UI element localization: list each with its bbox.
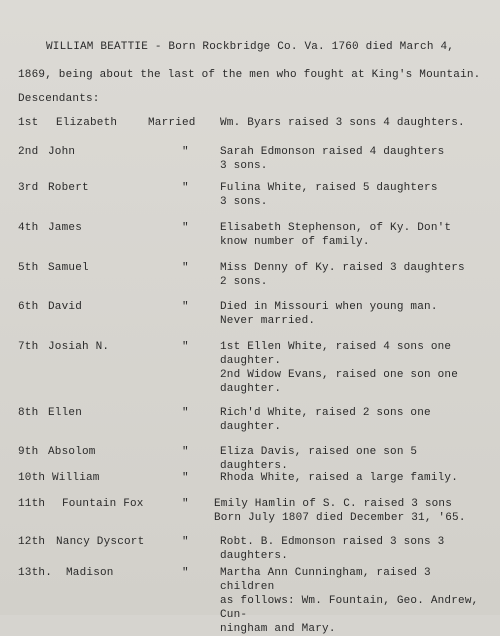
ditto-mark: ": [182, 498, 189, 510]
spouse-info: Robt. B. Edmonson raised 3 sons 3 daughters.: [220, 536, 445, 562]
descendant-ordinal: 1st: [18, 117, 39, 129]
descendant-name: David: [48, 301, 83, 313]
heading-line-1: WILLIAM BEATTIE - Born Rockbridge Co. Va. 1760 died March 4,: [46, 41, 455, 53]
descendant-name: John: [48, 146, 76, 158]
descendant-name: Elizabeth: [56, 117, 118, 129]
descendant-ordinal: 10th: [18, 472, 46, 484]
spouse-info: Eliza Davis, raised one son 5 daughters.: [220, 446, 418, 472]
ditto-mark: ": [182, 341, 189, 353]
spouse-info: Fulina White, raised 5 daughters 3 sons.: [220, 182, 438, 208]
spouse-info: 1st Ellen White, raised 4 sons one daughter. 2nd Widow Evans, raised one son one daughter.: [220, 341, 459, 395]
spouse-info: Rhoda White, raised a large family.: [220, 472, 459, 484]
descendant-name: Absolom: [48, 446, 96, 458]
descendant-name: William: [52, 472, 100, 484]
descendant-ordinal: 13th.: [18, 567, 53, 579]
spouse-info: Rich'd White, raised 2 sons one daughter.: [220, 407, 431, 433]
descendant-ordinal: 11th: [18, 498, 46, 510]
ditto-mark: ": [182, 446, 189, 458]
descendant-name: Nancy Dyscort: [56, 536, 145, 548]
spouse-info: Died in Missouri when young man. Never married.: [220, 301, 438, 327]
spouse-info: Emily Hamlin of S. C. raised 3 sons Born July 1807 died December 31, '65.: [214, 498, 466, 524]
descendant-ordinal: 2nd: [18, 146, 39, 158]
heading-line-2: 1869, being about the last of the men who fought at King's Mountain.: [18, 69, 481, 81]
descendant-ordinal: 12th: [18, 536, 46, 548]
ditto-mark: ": [182, 146, 189, 158]
descendant-ordinal: 6th: [18, 301, 39, 313]
ditto-mark: ": [182, 536, 189, 548]
descendant-ordinal: 4th: [18, 222, 39, 234]
descendant-name: Ellen: [48, 407, 83, 419]
descendant-name: Madison: [66, 567, 114, 579]
married-label: Married: [148, 117, 196, 129]
ditto-mark: ": [182, 262, 189, 274]
descendant-ordinal: 5th: [18, 262, 39, 274]
descendant-ordinal: 3rd: [18, 182, 39, 194]
descendants-label: Descendants:: [18, 93, 100, 105]
descendant-name: Robert: [48, 182, 89, 194]
descendant-name: Samuel: [48, 262, 89, 274]
spouse-info: Miss Denny of Ky. raised 3 daughters 2 sons.: [220, 262, 465, 288]
descendant-ordinal: 9th: [18, 446, 39, 458]
ditto-mark: ": [182, 182, 189, 194]
spouse-info: Sarah Edmonson raised 4 daughters 3 sons.: [220, 146, 445, 172]
ditto-mark: ": [182, 567, 189, 579]
ditto-mark: ": [182, 472, 189, 484]
ditto-mark: ": [182, 407, 189, 419]
spouse-info: Wm. Byars raised 3 sons 4 daughters.: [220, 117, 465, 129]
descendant-name: Fountain Fox: [62, 498, 144, 510]
descendant-name: Josiah N.: [48, 341, 110, 353]
spouse-info: Elisabeth Stephenson, of Ky. Don't know number of family.: [220, 222, 452, 248]
spouse-info: Martha Ann Cunningham, raised 3 children as follows: Wm. Fountain, Geo. Andrew, Cun- ningham and Mary.: [220, 567, 479, 635]
ditto-mark: ": [182, 301, 189, 313]
ditto-mark: ": [182, 222, 189, 234]
descendant-name: James: [48, 222, 83, 234]
descendant-ordinal: 7th: [18, 341, 39, 353]
descendant-ordinal: 8th: [18, 407, 39, 419]
